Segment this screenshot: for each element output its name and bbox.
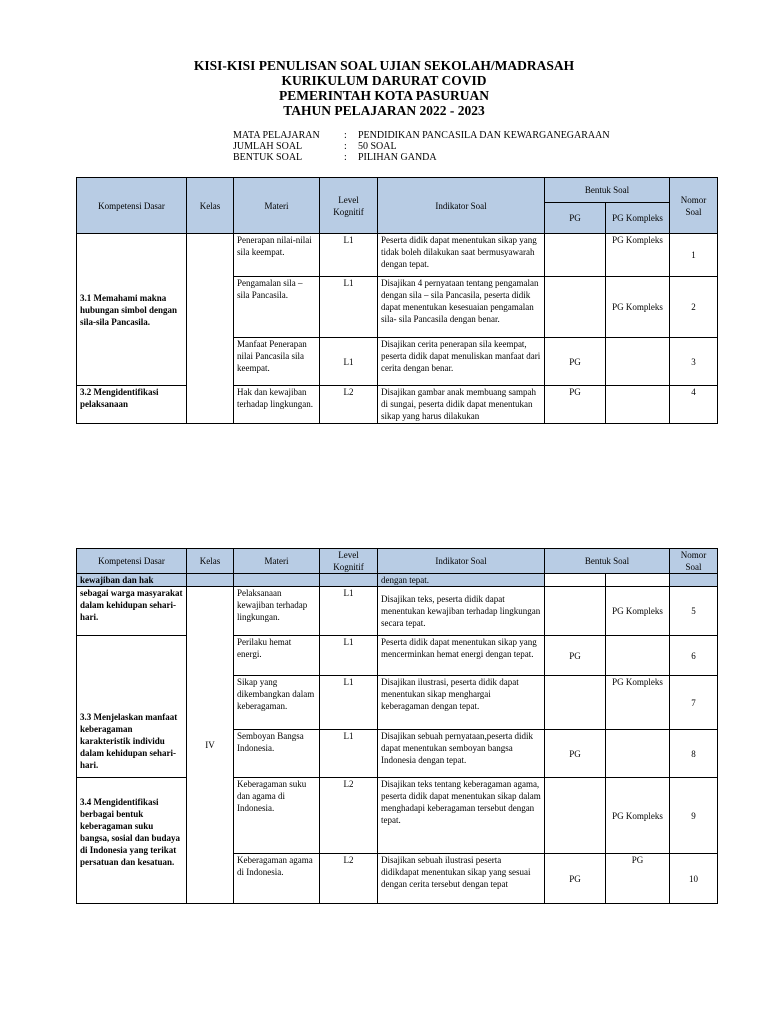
header-materi: Materi — [234, 549, 320, 574]
pg-kompleks-cell: PG Kompleks — [606, 778, 670, 854]
level-cell: L1 — [320, 234, 378, 277]
table-row — [77, 778, 718, 854]
nomor-cell: 8 — [670, 730, 718, 778]
level-cell: L1 — [320, 338, 378, 386]
nomor-cell: 7 — [670, 676, 718, 730]
nomor-cell — [670, 574, 718, 587]
kompetensi-dasar-continued: kewajiban dan hak — [77, 574, 187, 587]
indikator-cell: Disajikan sebuah ilustrasi peserta didikdapat menentukan sikap yang sesuai dengan cerita tersebut dengan tepat — [378, 854, 545, 904]
materi-cell: Manfaat Penerapan nilai Pancasila sila keempat. — [234, 338, 320, 386]
nomor-cell: 10 — [670, 854, 718, 904]
kompetensi-dasar-cell: 3.1 Memahami makna hubungan simbol dengan sila-sila Pancasila. — [77, 234, 187, 386]
materi-cell: Hak dan kewajiban terhadap lingkungan. — [234, 386, 320, 424]
header-level-kognitif: Level Kognitif — [320, 549, 378, 574]
kompetensi-dasar-cell: 3.3 Menjelaskan manfaat keberagaman karakteristik individu dalam kehidupan sehari-hari. — [77, 636, 187, 778]
table-row — [77, 386, 718, 424]
header-pg: PG — [545, 203, 606, 234]
kelas-cell — [187, 574, 234, 587]
indikator-cell: Disajikan cerita penerapan sila keempat, peserta didik dapat menuliskan manfaat dari cerita dengan benar. — [378, 338, 545, 386]
pg-kompleks-cell — [606, 730, 670, 778]
kompetensi-dasar-cell: 3.4 Mengidentifikasi berbagai bentuk keberagaman suku bangsa, sosial dan budaya di Indonesia yang terikat persatuan dan kesatuan. — [77, 778, 187, 904]
meta-label: JUMLAH SOAL — [233, 141, 303, 152]
materi-cell: Keberagaman agama di Indonesia. — [234, 854, 320, 904]
pg-cell — [545, 234, 606, 277]
header-bentuk-soal: Bentuk Soal — [545, 549, 670, 574]
pg-kompleks-cell — [606, 574, 670, 587]
materi-cell: Perilaku hemat energi. — [234, 636, 320, 676]
materi-cell: Penerapan nilai-nilai sila keempat. — [234, 234, 320, 277]
level-cell: L1 — [320, 730, 378, 778]
materi-cell: Keberagaman suku dan agama di Indonesia. — [234, 778, 320, 854]
nomor-cell: 4 — [670, 386, 718, 424]
meta-question-type — [233, 152, 610, 163]
header-indikator-soal: Indikator Soal — [378, 549, 545, 574]
pg-kompleks-cell: PG Kompleks — [606, 234, 670, 277]
indikator-cell: Disajikan gambar anak membuang sampah di sungai, peserta didik dapat menentukan sikap yang harus dilakukan — [378, 386, 545, 424]
indikator-cell: Disajikan sebuah pernyataan,peserta didik dapat menentukan semboyan bangsa Indonesia dengan tepat. — [378, 730, 545, 778]
level-cell: L1 — [320, 587, 378, 636]
header-kompetensi-dasar: Kompetensi Dasar — [77, 178, 187, 234]
kisi-kisi-table-1 — [76, 177, 718, 424]
pg-kompleks-cell — [606, 636, 670, 676]
pg-cell: PG — [545, 730, 606, 778]
materi-cell: Sikap yang dikembangkan dalam keberagaman. — [234, 676, 320, 730]
pg-kompleks-cell: PG Kompleks — [606, 277, 670, 338]
table-row — [77, 234, 718, 277]
kisi-kisi-table-2 — [76, 548, 718, 904]
meta-value: PILIHAN GANDA — [358, 152, 437, 163]
indikator-continued: dengan tepat. — [378, 574, 545, 587]
indikator-cell: Disajikan teks tentang keberagaman agama, peserta didik dapat menentukan sikap dalam menghadapi keberagaman tersebut dengan tepat. — [378, 778, 545, 854]
document-title — [0, 58, 768, 118]
pg-cell: PG — [545, 854, 606, 904]
nomor-cell: 1 — [670, 234, 718, 277]
indikator-cell: Disajikan ilustrasi, peserta didik dapat menentukan sikap menghargai keberagaman dengan tepat. — [378, 676, 545, 730]
continuation-row — [77, 574, 718, 587]
level-cell: L2 — [320, 386, 378, 424]
level-cell: L2 — [320, 854, 378, 904]
level-cell: L1 — [320, 676, 378, 730]
level-cell — [320, 574, 378, 587]
header-level-kognitif: Level Kognitif — [320, 178, 378, 234]
meta-value: 50 SOAL — [358, 141, 397, 152]
meta-label: BENTUK SOAL — [233, 152, 303, 163]
pg-cell — [545, 587, 606, 636]
meta-colon: : — [344, 152, 347, 163]
meta-label: MATA PELAJARAN — [233, 130, 320, 141]
table-row — [77, 587, 718, 636]
meta-question-count — [233, 141, 610, 152]
pg-cell: PG — [545, 338, 606, 386]
indikator-cell: Peserta didik dapat menentukan sikap yang tidak boleh dilakukan saat bermusyawarah dengan tepat. — [378, 234, 545, 277]
title-line-2: KURIKULUM DARURAT COVID — [281, 73, 487, 88]
pg-cell: PG — [545, 636, 606, 676]
meta-value: PENDIDIKAN PANCASILA DAN KEWARGANEGARAAN — [358, 130, 610, 141]
kelas-cell: IV — [187, 587, 234, 904]
materi-cell: Pelaksanaan kewajiban terhadap lingkungan. — [234, 587, 320, 636]
pg-kompleks-cell: PG Kompleks — [606, 676, 670, 730]
pg-kompleks-cell: PG Kompleks — [606, 587, 670, 636]
title-line-4: TAHUN PELAJARAN 2022 - 2023 — [283, 103, 485, 118]
table-row — [77, 636, 718, 676]
meta-colon: : — [344, 141, 347, 152]
meta-colon: : — [344, 130, 347, 141]
kompetensi-dasar-cell: sebagai warga masyarakat dalam kehidupan sehari-hari. — [77, 587, 187, 636]
materi-cell — [234, 574, 320, 587]
header-materi: Materi — [234, 178, 320, 234]
indikator-cell: Disajikan teks, peserta didik dapat menentukan kewajiban terhadap lingkungan secara tepat. — [378, 587, 545, 636]
header-nomor-soal: Nomor Soal — [670, 549, 718, 574]
kompetensi-dasar-cell: 3.2 Mengidentifikasi pelaksanaan — [77, 386, 187, 424]
nomor-cell: 2 — [670, 277, 718, 338]
meta-subject — [233, 130, 610, 141]
indikator-cell: Disajikan 4 pernyataan tentang pengamalan dengan sila – sila Pancasila, peserta didik dapat menentukan kesesuaian pengamalan sila- sila Pancasila dengan benar. — [378, 277, 545, 338]
header-kelas: Kelas — [187, 549, 234, 574]
nomor-cell: 6 — [670, 636, 718, 676]
pg-kompleks-cell — [606, 338, 670, 386]
pg-cell — [545, 676, 606, 730]
pg-cell: PG — [545, 386, 606, 424]
materi-cell: Pengamalan sila – sila Pancasila. — [234, 277, 320, 338]
nomor-cell: 9 — [670, 778, 718, 854]
header-kompetensi-dasar: Kompetensi Dasar — [77, 549, 187, 574]
level-cell: L1 — [320, 277, 378, 338]
header-indikator-soal: Indikator Soal — [378, 178, 545, 234]
nomor-cell: 5 — [670, 587, 718, 636]
level-cell: L2 — [320, 778, 378, 854]
pg-kompleks-cell: PG — [606, 854, 670, 904]
header-bentuk-soal: Bentuk Soal — [545, 178, 670, 203]
subject-info — [233, 130, 610, 163]
title-line-3: PEMERINTAH KOTA PASURUAN — [278, 88, 489, 103]
header-pg-kompleks: PG Kompleks — [606, 203, 670, 234]
title-line-1: KISI-KISI PENULISAN SOAL UJIAN SEKOLAH/MADRASAH — [193, 58, 575, 73]
pg-cell — [545, 778, 606, 854]
pg-kompleks-cell — [606, 386, 670, 424]
materi-cell: Semboyan Bangsa Indonesia. — [234, 730, 320, 778]
kelas-cell — [187, 234, 234, 424]
nomor-cell: 3 — [670, 338, 718, 386]
indikator-cell: Peserta didik dapat menentukan sikap yang mencerminkan hemat energi dengan tepat. — [378, 636, 545, 676]
pg-cell — [545, 574, 606, 587]
level-cell: L1 — [320, 636, 378, 676]
header-nomor-soal: Nomor Soal — [670, 178, 718, 234]
header-kelas: Kelas — [187, 178, 234, 234]
pg-cell — [545, 277, 606, 338]
